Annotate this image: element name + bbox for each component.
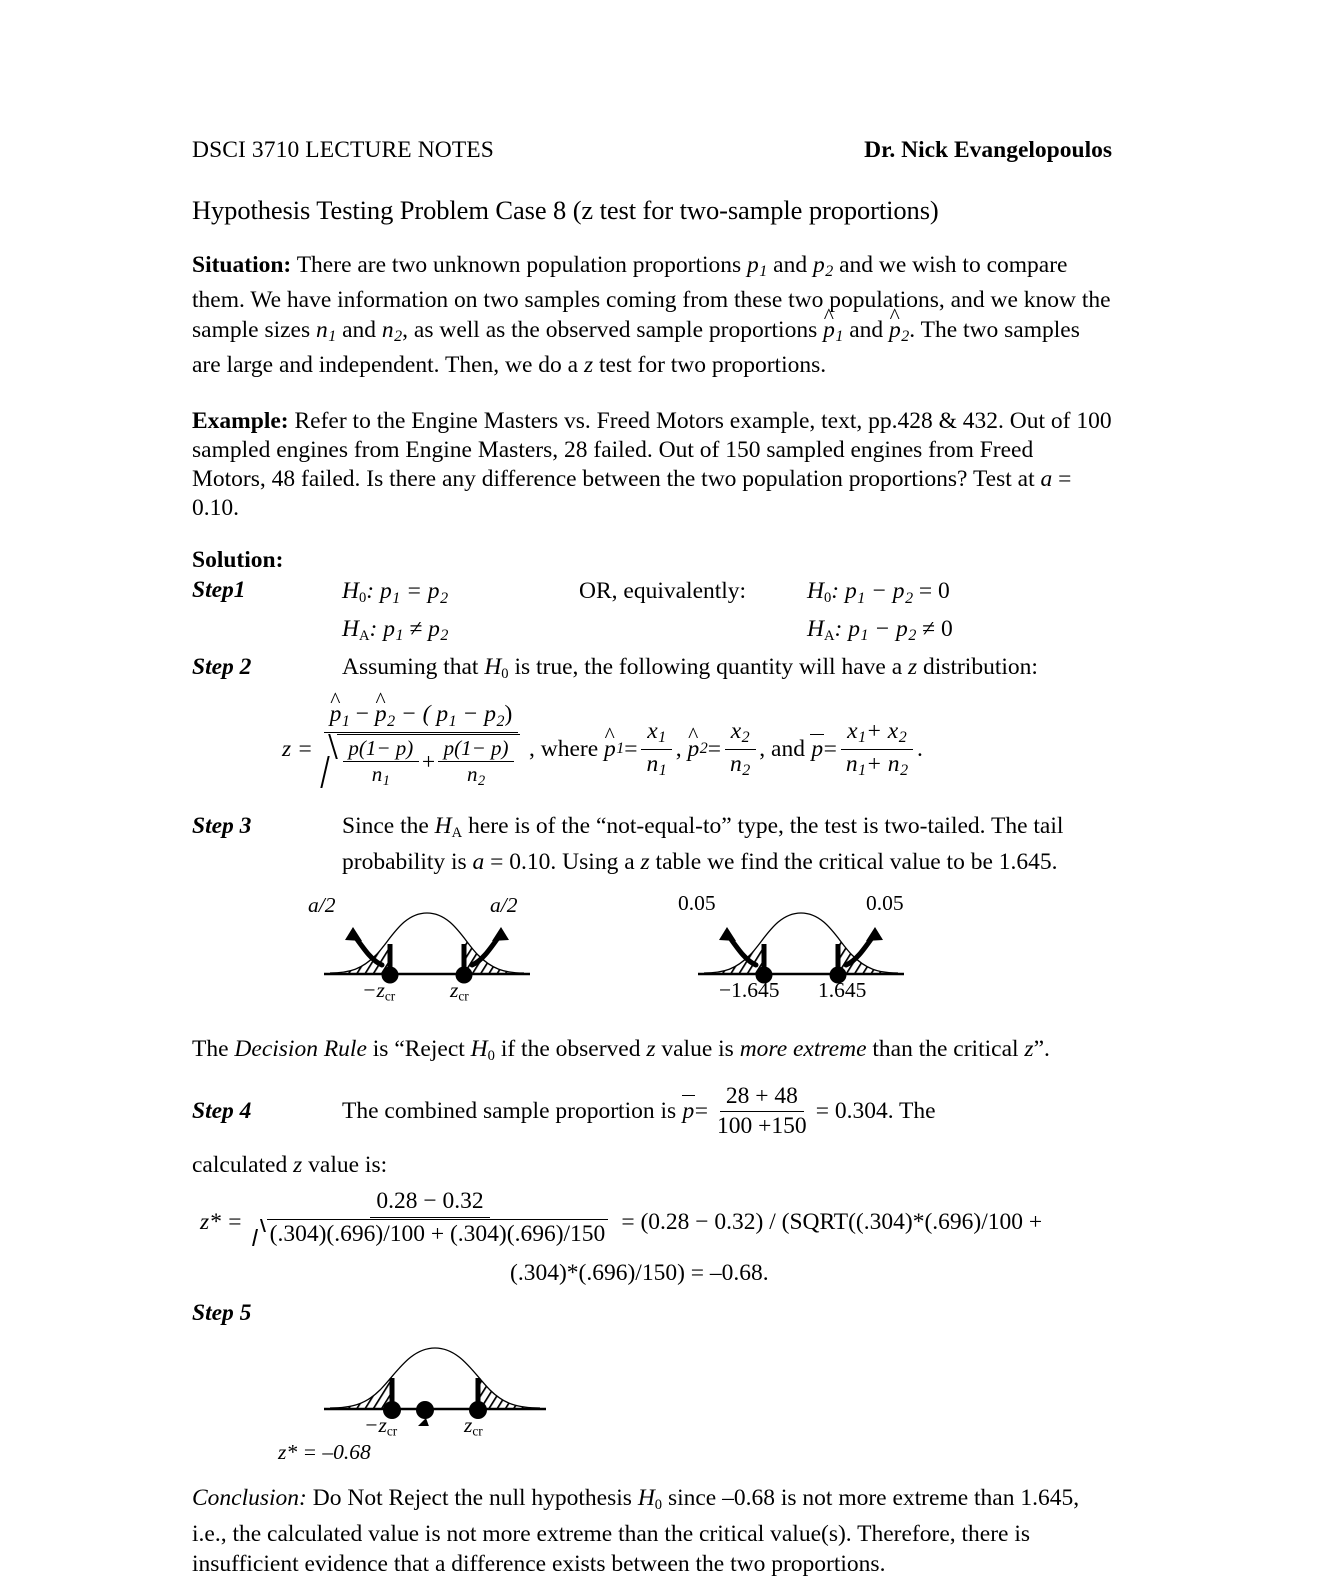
rejection-region-fill xyxy=(326,909,530,977)
h0-right-H: H xyxy=(807,578,824,605)
author-name: Dr. Nick Evangelopoulos xyxy=(864,137,1112,163)
variance-plus: + xyxy=(421,749,436,776)
comma-2-and: , and xyxy=(759,735,805,762)
phat2-subscript: 2 xyxy=(901,328,910,346)
dr-text-d: value is xyxy=(661,1035,734,1062)
dr-z2: z xyxy=(1024,1035,1034,1062)
comma-1: , xyxy=(675,735,682,762)
h0-right-s1: 1 xyxy=(857,589,866,607)
phat1-symbol: ^ p xyxy=(823,316,835,345)
ha-right-s1: 1 xyxy=(860,627,869,645)
phat2-eq: = xyxy=(707,735,722,762)
z-num-close: ) xyxy=(504,701,513,728)
conclusion-text-b: since –0.68 is not more extreme than 1.645, i.e., the calculated value is not more extreme than the critical value(s). Therefore, there is insufficient evidence that a difference exists between the two proportions. xyxy=(192,1485,1080,1577)
pbar-den-n2: + n xyxy=(866,750,900,777)
ha-left-H: H xyxy=(342,615,359,642)
fig1-right-tail-label: a/2 xyxy=(490,892,518,917)
radical-sign-icon-2 xyxy=(252,1219,267,1249)
n1-subscript: 1 xyxy=(328,328,337,346)
dr-text-e: than the critical xyxy=(872,1035,1019,1062)
z-num-p2: − p xyxy=(462,701,496,728)
n2-symbol: n xyxy=(381,316,394,343)
h0-right-eq: = 0 xyxy=(918,578,950,605)
ha-right-body: : p xyxy=(834,615,860,642)
document-header xyxy=(192,138,1112,163)
zstar-denominator: (.304)(.696)/100 + (.304)(.696)/150 xyxy=(267,1219,609,1249)
phat1-subscript: 1 xyxy=(835,328,844,346)
page-title: Hypothesis Testing Problem Case 8 (z test for two-sample proportions) xyxy=(192,194,939,225)
decision-rule-paragraph xyxy=(192,1035,1112,1071)
n1-symbol: n xyxy=(316,316,328,343)
ha-right-sub: A xyxy=(823,627,835,644)
step2-text-b: is true, the following quantity will have a xyxy=(514,654,903,681)
ha-left xyxy=(342,614,579,651)
conclusion-text-a: Do Not Reject the null hypothesis xyxy=(312,1485,632,1512)
combined-result: = 0.304. The xyxy=(815,1098,936,1125)
dr-z1: z xyxy=(646,1035,656,1062)
p1-symbol: p xyxy=(747,251,759,278)
z-symbol-situation: z xyxy=(583,352,594,379)
h0-left-s2: 2 xyxy=(440,589,449,607)
solution-heading: Solution: xyxy=(192,547,284,574)
phat1-eq: = xyxy=(624,735,638,762)
dr-text-b: is “Reject xyxy=(372,1035,465,1062)
ha-right-s2: 2 xyxy=(908,627,917,645)
z-statistic-formula: z = ^ $p_1$ − ^ $p_2$ − ( $p_1 - p_2$) $\frac{p(1- p)}{n_1}$ + $\frac{p(1- p)}{n_2}$ , where ^ p 1 = $\frac{x_1}{n_1}$ , ^ p 2 = $\frac{x_2}{n_2}$ , and p = $\frac{x_1+ x_2}{n_1+ n_2}$ . xyxy=(282,701,1112,798)
conclusion-h0-sub: 0 xyxy=(654,1497,663,1514)
zstar-tail: = (0.28 − 0.32) / (SQRT((.304)*(.696)/100 + xyxy=(621,1208,1043,1235)
pbar-num-x1: x xyxy=(847,717,858,744)
dr-emphasis-2: more extreme xyxy=(739,1035,867,1062)
calculated-z-lead xyxy=(192,1151,1112,1180)
fig3-left-tick: −zcr xyxy=(364,1413,398,1439)
combined-proportion-fraction xyxy=(711,1083,813,1141)
step2-row xyxy=(192,653,1112,689)
bell-curve-observed xyxy=(278,1334,550,1465)
bell-curve-observed-svg xyxy=(320,1334,550,1426)
step3-ha-sub: A xyxy=(451,824,463,841)
situation-text-2: and we wish to compare them. We have information on two samples coming from these two populations, and we know the sample sizes xyxy=(192,251,1111,343)
h0-left-sub: 0 xyxy=(358,590,367,607)
dr-text-f: ”. xyxy=(1033,1035,1050,1062)
step3-text-b: here is of the “not-equal-to” type, the test is two-tailed. The tail probability is xyxy=(342,812,1064,875)
h0-left-H: H xyxy=(342,578,359,605)
phat1-fraction: $\frac{x_1}{n_1}$ xyxy=(641,718,673,782)
n2-term2: n xyxy=(466,762,478,787)
dr-emphasis-1: Decision Rule xyxy=(234,1035,367,1062)
step4-label: Step 4 xyxy=(192,1098,252,1125)
page-content xyxy=(192,138,1112,1579)
or-equivalently-text: OR, equivalently: xyxy=(579,578,747,605)
conclusion-label: Conclusion: xyxy=(192,1485,307,1512)
formula-period: . xyxy=(917,735,923,762)
pbar-num-x2: + x xyxy=(866,717,899,744)
ha-right xyxy=(807,614,1112,651)
zstar-continuation: (.304)*(.696)/150) = –0.68. xyxy=(510,1260,769,1287)
phat2-fraction: $\frac{x_2}{n_2}$ xyxy=(724,718,756,782)
right-arrow-head-icon-2 xyxy=(866,927,883,941)
step4-row xyxy=(192,1083,1112,1141)
fig1-left-tick: −zcr xyxy=(362,977,396,1003)
zstar-fraction xyxy=(246,1188,615,1256)
z-formula-lhs: z = xyxy=(282,735,313,762)
bell-curve-numeric xyxy=(678,890,909,1002)
pbar-def: p xyxy=(811,735,824,762)
fig2-right-tick: 1.645 xyxy=(818,977,867,1002)
h0-left-body: : p xyxy=(366,578,392,605)
step1-row xyxy=(192,576,1112,651)
step2-z: z xyxy=(908,654,918,681)
fig1-right-tick: zcr xyxy=(450,977,469,1003)
phat2-def: ^ p xyxy=(688,736,700,763)
pbar-term2: p(1− p) xyxy=(443,736,509,761)
x1-sym: x xyxy=(647,717,658,744)
ha-left-body: : p xyxy=(369,615,395,642)
situation-text-5: test for two proportions. xyxy=(598,352,827,379)
pbar-eq: = xyxy=(823,735,837,762)
conclusion-h0: H xyxy=(637,1485,655,1512)
step2-h0-sub: 0 xyxy=(501,666,509,683)
dr-h0: H xyxy=(470,1035,488,1062)
ha-left-sub: A xyxy=(358,627,370,644)
right-arrow-head-icon xyxy=(492,927,509,941)
step3-text-c: = 0.10. Using a xyxy=(490,848,635,875)
step4-text-a: The combined sample proportion is xyxy=(342,1098,677,1125)
h0-left xyxy=(342,576,579,613)
x2-sym: x xyxy=(730,717,742,744)
alpha-symbol-example: a xyxy=(1040,465,1053,492)
zstar-lhs: z* = xyxy=(200,1208,243,1235)
z-numerator: ^ $p_1$ − ^ $p_2$ − ( $p_1 - p_2$) xyxy=(324,701,519,733)
z-num-open: − ( p xyxy=(400,701,449,728)
dr-h0-sub: 0 xyxy=(487,1047,495,1064)
sqrt-group xyxy=(322,734,520,790)
ha-left-s2: 2 xyxy=(440,627,449,645)
step5-figure-area xyxy=(192,1334,1112,1466)
h0-left-eq: = p xyxy=(406,578,440,605)
calc-text-b: calculated xyxy=(192,1151,288,1178)
h0-right-sub: 0 xyxy=(823,590,832,607)
h0-right-minus: − p xyxy=(871,578,905,605)
example-text: Refer to the Engine Masters vs. Freed Motors example, text, pp.428 & 432. Out of 100 sampled engines from Engine Masters, 28 failed. Out of 150 sampled engines from Freed Motors, 48 failed. Is there any difference between the two population proportions? Test at xyxy=(192,407,1112,492)
z-num-minus: − xyxy=(355,701,369,728)
fig3-zstar-label: z* = –0.68 xyxy=(278,1440,371,1465)
ha-left-eq: ≠ p xyxy=(409,615,440,642)
zstar-numerator: 0.28 − 0.32 xyxy=(370,1188,489,1218)
step2-text-c: distribution: xyxy=(923,654,1038,681)
step4-pbar-expression xyxy=(342,1083,1112,1141)
normal-curve-path-3 xyxy=(330,1348,540,1408)
p2-subscript: 2 xyxy=(825,263,834,281)
z-num-phat2: ^ p xyxy=(375,701,387,729)
pbar-den-n1: n xyxy=(845,750,858,777)
pbar-fraction: $\frac{x_1+ x_2}{n_1+ n_2}$ xyxy=(840,718,914,782)
bell-curve-alpha xyxy=(308,892,535,1003)
left-arrow-head-icon-2 xyxy=(719,927,736,941)
step3-label: Step 3 xyxy=(192,812,252,839)
observed-zstar-dot xyxy=(416,1401,434,1419)
step5-label: Step 5 xyxy=(192,1300,252,1327)
where-text: , where xyxy=(529,735,599,762)
step3-row xyxy=(192,812,1112,877)
situation-and-1: and xyxy=(773,251,808,278)
step3-ha: H xyxy=(434,812,452,839)
zstar-sqrt xyxy=(252,1219,609,1249)
ha-right-eq: ≠ 0 xyxy=(922,615,953,642)
h0-left-s1: 1 xyxy=(392,589,401,607)
situation-paragraph xyxy=(192,251,1112,381)
hypotheses-grid xyxy=(342,576,1112,651)
z-denominator xyxy=(316,733,526,797)
step2-text xyxy=(342,653,1112,689)
combined-den: 100 +150 xyxy=(717,1113,807,1140)
variance-term-1: $\frac{p(1- p)}{n_1}$ xyxy=(343,736,419,790)
rejection-region-fill-3 xyxy=(326,1344,546,1412)
step3-text xyxy=(342,812,1112,877)
combined-num: 28 + 48 xyxy=(720,1083,804,1113)
ha-left-s1: 1 xyxy=(395,627,404,645)
step2-h0: H xyxy=(484,654,502,681)
conclusion-paragraph xyxy=(192,1484,1112,1578)
fig2-left-tick: −1.645 xyxy=(719,977,780,1002)
fig2-left-tail-label: 0.05 xyxy=(678,890,716,915)
example-label: Example: xyxy=(192,407,289,434)
step4-pbar-symbol: p xyxy=(682,1098,695,1125)
variance-term-2: $\frac{p(1- p)}{n_2}$ xyxy=(438,736,514,790)
ha-right-minus: − p xyxy=(874,615,908,642)
step3-text-d: table we find the critical value to be 1.645. xyxy=(655,848,1058,875)
h0-right-body: : p xyxy=(831,578,857,605)
step5-row xyxy=(192,1299,1112,1328)
left-arrow-head-icon xyxy=(345,927,362,941)
ha-right-H: H xyxy=(807,615,824,642)
n2-subscript: 2 xyxy=(394,328,403,346)
step3-alpha: a xyxy=(472,848,485,875)
phat2-symbol: ^ p xyxy=(889,316,901,345)
step3-text-a: Since the xyxy=(342,812,429,839)
situation-text-3: , as well as the observed sample proportions xyxy=(402,316,818,343)
n2-sym: n xyxy=(730,750,742,777)
step3-z: z xyxy=(640,848,650,875)
step4-eq: = xyxy=(694,1098,709,1125)
dr-text-c: if the observed xyxy=(500,1035,641,1062)
critical-value-figures xyxy=(192,890,1112,1017)
situation-text-4: . The two samples are large and independent. Then, we do a xyxy=(192,316,1080,379)
fig3-right-tick: zcr xyxy=(464,1413,483,1439)
h0-right-s2: 2 xyxy=(905,589,914,607)
situation-text-1: There are two unknown population proportions xyxy=(296,251,742,278)
step2-text-a: Assuming that xyxy=(342,654,479,681)
zstar-formula xyxy=(200,1188,1112,1256)
z-main-fraction xyxy=(316,701,526,798)
n1-sym: n xyxy=(646,750,659,777)
h0-right xyxy=(807,576,1112,613)
zstar-arrow-head-icon xyxy=(415,1418,431,1426)
situation-and-2: and xyxy=(342,316,377,343)
phat1-def: ^ p xyxy=(604,736,616,763)
radical-sign-icon xyxy=(322,734,337,790)
situation-and-3: and xyxy=(849,316,884,343)
p1-subscript: 1 xyxy=(759,263,768,281)
dr-text-a: The xyxy=(192,1035,229,1062)
fig2-right-tail-label: 0.05 xyxy=(866,890,904,915)
course-label: DSCI 3710 LECTURE NOTES xyxy=(192,137,494,163)
fig1-left-tail-label: a/2 xyxy=(308,892,336,917)
rejection-region-fill-2 xyxy=(700,909,904,977)
example-alpha-value: = 0.10. xyxy=(192,465,1072,522)
step1-label: Step1 xyxy=(192,577,246,604)
z-num-phat1: ^ p xyxy=(330,701,342,729)
calc-z: z xyxy=(293,1151,303,1178)
pbar-term1: p(1− p) xyxy=(348,736,414,761)
n1-term1: n xyxy=(371,762,383,787)
example-paragraph xyxy=(192,407,1112,524)
p2-symbol: p xyxy=(812,251,825,278)
step2-label: Step 2 xyxy=(192,654,252,681)
calc-text-c: value is: xyxy=(308,1151,388,1178)
situation-label: Situation: xyxy=(192,251,292,278)
